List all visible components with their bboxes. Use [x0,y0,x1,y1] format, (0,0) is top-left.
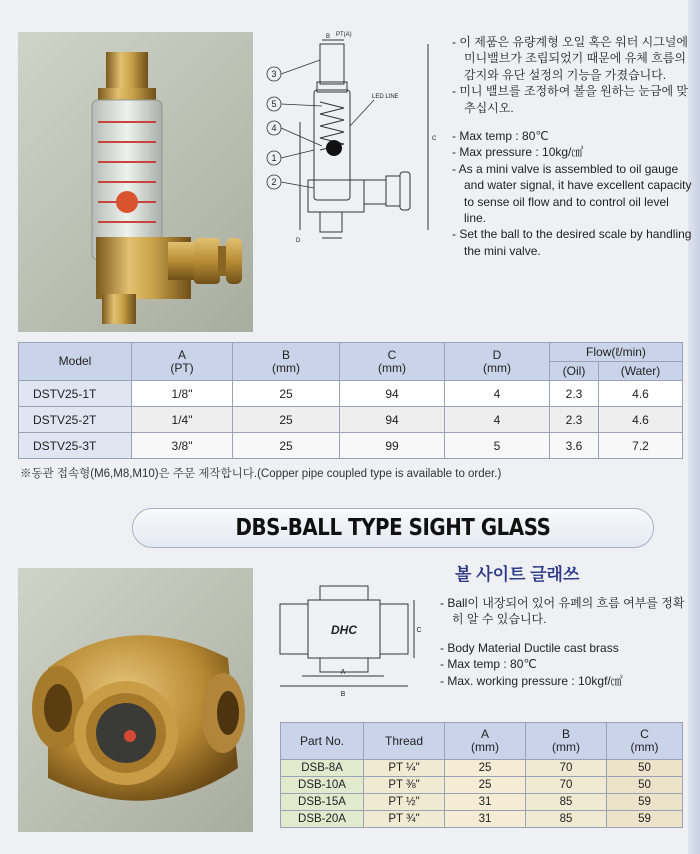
diagram-label-pt: PT(A) [336,32,352,38]
flow-valve-illustration [18,32,253,332]
cell: 5 [445,433,550,459]
cell: 3/8" [132,433,233,459]
flow-valve-description [452,34,692,259]
diagram-brand: DHC [331,623,357,637]
cell: DSB-15A [281,794,364,811]
cell: 94 [340,381,445,407]
bullet-ko-2: - 미니 밸브를 조정하여 볼을 원하는 눈금에 맞추십시오. [452,84,688,115]
cell: 59 [607,794,683,811]
cell: 85 [526,811,607,828]
flow-valve-line-drawing [262,30,452,250]
diagram-label-c: C [432,136,437,142]
cell: 4 [445,381,550,407]
cell: 70 [526,760,607,777]
cell: 25 [445,760,526,777]
cell: PT ½" [364,794,445,811]
product-photo-flow-valve [18,32,253,332]
th-water: (Water) [599,362,683,381]
cell: 7.2 [599,433,683,459]
cell: 31 [445,794,526,811]
cell: 2.3 [550,381,599,407]
th-b-2: B (mm) [526,723,607,760]
diagram2-label-b: B [340,691,346,698]
bullet-set-ball: - Set the ball to the desired scale by handling the mini valve. [452,227,692,258]
cell: PT ¾" [364,811,445,828]
flow-valve-spec-table [18,342,683,459]
cell: DSB-10A [281,777,364,794]
bullet-ko-ball: - Ball이 내장되어 있어 유폐의 흐름 여부를 정확히 알 수 있습니다. [440,596,685,627]
diagram-callout-5: 5 [271,99,277,109]
cell: 85 [526,794,607,811]
cell: 4.6 [599,381,683,407]
cell: 25 [233,407,340,433]
cell: 59 [607,811,683,828]
th-c-2: C (mm) [607,723,683,760]
table-row [19,433,683,459]
bullet-max-working-pressure: - Max. working pressure : 10kgf/㎠ [440,673,623,688]
section-title-banner [132,508,654,548]
cell: 70 [526,777,607,794]
th-b: B (mm) [233,343,340,381]
diagram-callout-1: 1 [271,153,277,163]
th-a-2: A (mm) [445,723,526,760]
cell: 1/4" [132,407,233,433]
sight-glass-description [440,595,690,689]
section-title: DBS-BALL TYPE SIGHT GLASS [235,515,551,541]
cell: PT ¼" [364,760,445,777]
cell: DSTV25-1T [19,381,132,407]
cell: 25 [233,381,340,407]
sight-glass-spec-table [280,722,683,828]
cell: PT ⅜" [364,777,445,794]
cell: 94 [340,407,445,433]
diagram-callout-3: 3 [271,69,277,79]
cell: DSB-8A [281,760,364,777]
flow-valve-technical-diagram [262,30,452,250]
diagram-callout-2: 2 [271,177,277,187]
th-model: Model [19,343,132,381]
table-row [19,407,683,433]
table-row [281,777,683,794]
cell: 4.6 [599,407,683,433]
cell: 31 [445,811,526,828]
th-oil: (Oil) [550,362,599,381]
sight-glass-line-drawing [272,582,422,702]
diagram-label-b: B [326,34,331,40]
bullet-max-temp: - Max temp : 80℃ [452,129,549,144]
th-thread: Thread [364,723,445,760]
bullet-body-material: - Body Material Ductile cast brass [440,640,619,655]
cell: 25 [233,433,340,459]
th-d: D (mm) [445,343,550,381]
table-row [281,760,683,777]
bullet-max-pressure: - Max pressure : 10kg/㎠ [452,145,584,160]
cell: 1/8" [132,381,233,407]
cell: 2.3 [550,407,599,433]
diagram-label-led: LED LINE [372,94,399,100]
sight-glass-technical-diagram [272,582,422,702]
cell: 50 [607,760,683,777]
bullet-max-temp-2: - Max temp : 80℃ [440,657,537,672]
bullet-ko-1: - 이 제품은 유량계형 오일 혹은 워터 시그널에 미니밸브가 조립되었기 때문에 유체 흐름의 감지와 유단 설정의 기능을 가졌습니다. [452,35,688,82]
diagram-label-d: D [296,238,301,244]
section-subtitle: 볼 사이트 글래쓰 [455,565,580,584]
cell: 99 [340,433,445,459]
product-photo-sight-glass [18,568,253,832]
th-c: C (mm) [340,343,445,381]
cell: 3.6 [550,433,599,459]
cell: DSB-20A [281,811,364,828]
diagram2-label-a: A [340,669,346,676]
diagram-callout-4: 4 [271,123,277,133]
table-row [19,381,683,407]
bullet-mini-valve: - As a mini valve is assembled to oil gauge and water signal, it have excellent capacity to sense oil flow and to control oil level line. [452,161,692,226]
th-a: A (PT) [132,343,233,381]
sight-glass-illustration [18,568,253,832]
cell: DSTV25-2T [19,407,132,433]
th-part-no: Part No. [281,723,364,760]
cell: DSTV25-3T [19,433,132,459]
table-row [281,811,683,828]
cell: 25 [445,777,526,794]
table-row [281,794,683,811]
copper-pipe-note: ※동관 접속형(M6,M8,M10)은 주문 제작합니다.(Copper pipe coupled type is available to order.) [20,468,502,480]
cell: 4 [445,407,550,433]
th-flow: Flow(ℓ/min) [550,343,683,362]
cell: 50 [607,777,683,794]
diagram2-label-c: C [416,627,422,634]
